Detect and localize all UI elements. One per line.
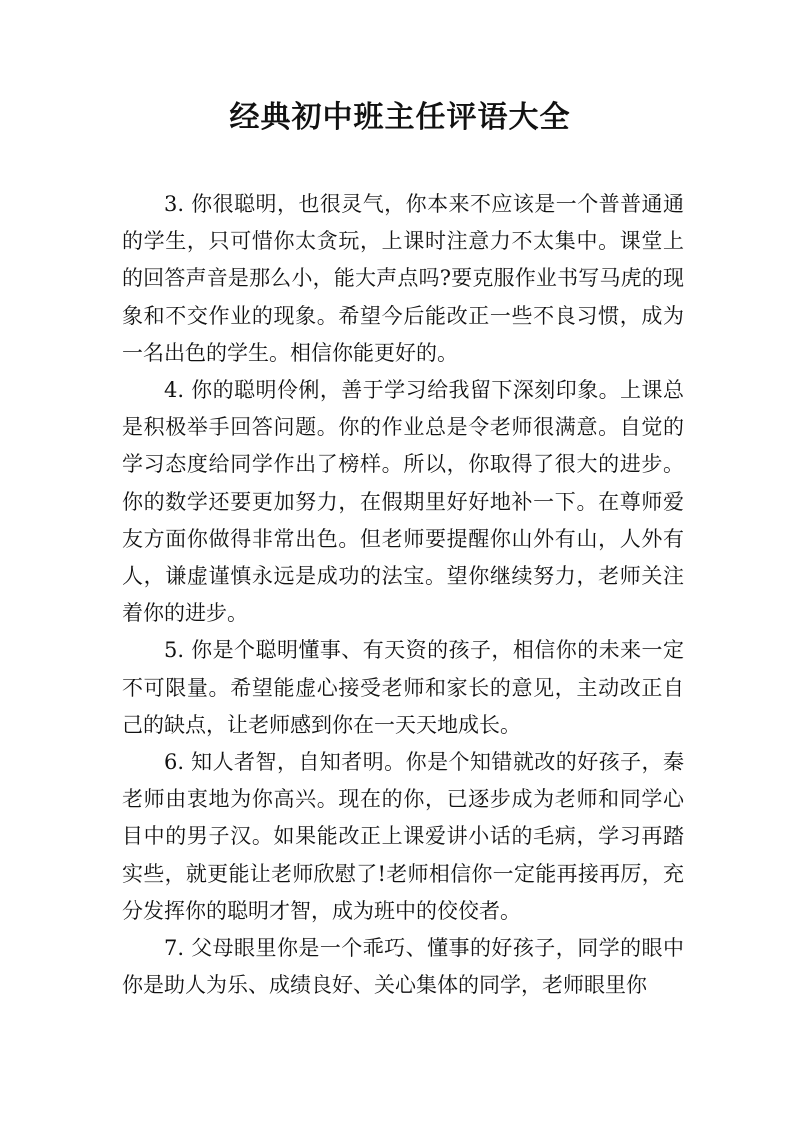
comment-paragraph-3: 3. 你很聪明，也很灵气，你本来不应该是一个普普通通的学生，只可惜你太贪玩，上课时注意力不太集中。课堂上的回答声音是那么小，能大声点吗?要克服作业书写马虎的现象和不交作业的现象。希望今后能改正一些不良习惯，成为一名出色的学生。相信你能更好的。	[122, 192, 684, 365]
comment-paragraph-5: 5. 你是个聪明懂事、有天资的孩子，相信你的未来一定不可限量。希望能虚心接受老师和家长的意见，主动改正自己的缺点，让老师感到你在一天天地成长。	[122, 638, 684, 737]
comment-paragraph-7: 7. 父母眼里你是一个乖巧、懂事的好孩子，同学的眼中你是助人为乐、成绩良好、关心集体的同学，老师眼里你	[122, 936, 684, 998]
document-title: 经典初中班主任评语大全	[229, 100, 571, 135]
document-body	[122, 186, 684, 1004]
comment-paragraph-4: 4. 你的聪明伶俐，善于学习给我留下深刻印象。上课总是积极举手回答问题。你的作业总是令老师很满意。自觉的学习态度给同学作出了榜样。所以，你取得了很大的进步。你的数学还要更加努力，在假期里好好地补一下。在尊师爱友方面你做得非常出色。但老师要提醒你山外有山，人外有人，谦虚谨慎永远是成功的法宝。望你继续努力，老师关注着你的进步。	[122, 378, 684, 626]
comment-paragraph-6: 6. 知人者智，自知者明。你是个知错就改的好孩子，秦老师由衷地为你高兴。现在的你，已逐步成为老师和同学心目中的男子汉。如果能改正上课爱讲小话的毛病，学习再踏实些，就更能让老师欣慰了!老师相信你一定能再接再厉，充分发挥你的聪明才智，成为班中的佼佼者。	[122, 750, 684, 923]
